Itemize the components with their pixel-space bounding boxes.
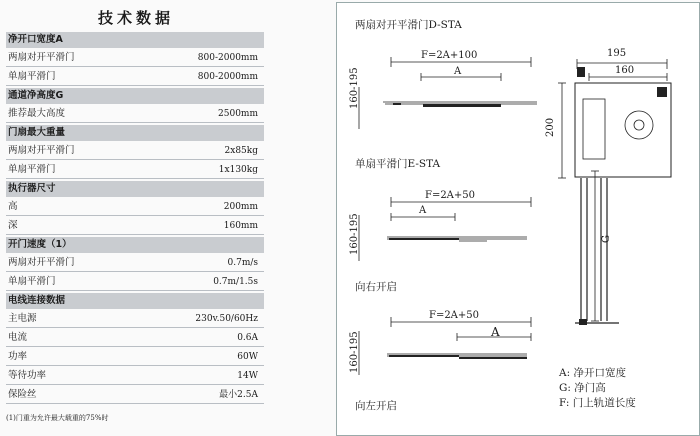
spec-value: 2x85kg: [224, 146, 258, 156]
spec-label: 单扇平滑门: [8, 276, 56, 287]
spec-label: 两扇对开平滑门: [8, 257, 75, 268]
spec-label: 单扇平滑门: [8, 164, 56, 175]
spec-row: [6, 274, 264, 291]
spec-row: [6, 50, 264, 67]
spec-row: [6, 106, 264, 123]
open-right-label: 向右开启: [355, 281, 397, 293]
d-sta-height: 160-195: [349, 67, 360, 109]
spec-value: 0.7m/1.5s: [213, 277, 258, 287]
spec-row: [6, 143, 264, 160]
spec-row: [6, 368, 264, 385]
open-left-label: 向左开启: [355, 400, 397, 412]
spec-label: 推荐最大高度: [8, 108, 66, 119]
spec-value: 800-2000mm: [197, 72, 258, 82]
diagram-panel: [336, 2, 700, 436]
page-title: 技术数据: [97, 9, 174, 27]
e-sta-title: 单扇平滑门E-STA: [355, 158, 441, 170]
section-heading: 门扇最大重量: [6, 125, 264, 141]
dim-g: G: [601, 235, 612, 243]
spec-label: 深: [8, 220, 18, 231]
spec-value: 0.6A: [237, 333, 258, 343]
spec-value: 14W: [237, 371, 258, 381]
spec-value: 200mm: [223, 202, 258, 212]
spec-value: 2500mm: [218, 109, 258, 119]
spec-value: 230v.50/60Hz: [195, 314, 258, 324]
dim-160: 160: [615, 65, 635, 76]
section-heading: 净开口宽度A: [6, 32, 264, 48]
spec-label: 主电源: [8, 313, 37, 324]
spec-row: [6, 69, 264, 86]
section-heading: 电线连接数据: [6, 293, 264, 309]
d-sta-a-label: A: [454, 66, 462, 77]
spec-value: 0.7m/s: [227, 258, 258, 268]
legend-g: G: 净门高: [559, 382, 606, 394]
e-sta-formula: F=2A+50: [425, 190, 476, 201]
legend-f: F: 门上轨道长度: [559, 397, 636, 409]
d-sta-title: 两扇对开平滑门D-STA: [355, 19, 462, 31]
spec-label: 保险丝: [8, 389, 37, 400]
left-open-height: 160-195: [349, 331, 360, 373]
spec-label: 两扇对开平滑门: [8, 52, 75, 63]
footnote: (1)门重为允许最大载重的75%时: [6, 414, 109, 422]
spec-row: [6, 218, 264, 235]
section-heading: 通道净高度G: [6, 88, 264, 104]
dim-200: 200: [545, 117, 556, 137]
spec-row: [6, 387, 264, 404]
spec-label: 单扇平滑门: [8, 71, 56, 82]
spec-label: 电流: [8, 332, 28, 343]
spec-value: 160mm: [223, 221, 258, 231]
e-sta-a-label: A: [419, 205, 427, 216]
spec-value: 60W: [237, 352, 258, 362]
spec-label: 功率: [8, 351, 28, 362]
e-sta-height: 160-195: [349, 213, 360, 255]
spec-row: [6, 330, 264, 347]
d-sta-formula: F=2A+100: [421, 50, 478, 61]
spec-label: 两扇对开平滑门: [8, 145, 75, 156]
spec-value: 最小2.5A: [219, 390, 258, 400]
door-diagram: [337, 3, 699, 435]
section-heading: 开门速度（1）: [6, 237, 264, 253]
spec-row: [6, 162, 264, 179]
legend-a: A: 净开口宽度: [559, 367, 626, 379]
spec-value: 800-2000mm: [197, 53, 258, 63]
spec-value: 1x130kg: [218, 165, 258, 175]
spec-row: [6, 255, 264, 272]
left-open-formula: F=2A+50: [429, 310, 480, 321]
tech-data-panel: [6, 0, 266, 436]
spec-label: 等待功率: [8, 370, 47, 381]
spec-row: [6, 199, 264, 216]
spec-label: 高: [8, 201, 18, 212]
dim-195: 195: [607, 48, 627, 59]
spec-row: [6, 311, 264, 328]
section-heading: 执行器尺寸: [6, 181, 264, 197]
left-open-a-label: A: [491, 325, 500, 339]
spec-row: [6, 349, 264, 366]
